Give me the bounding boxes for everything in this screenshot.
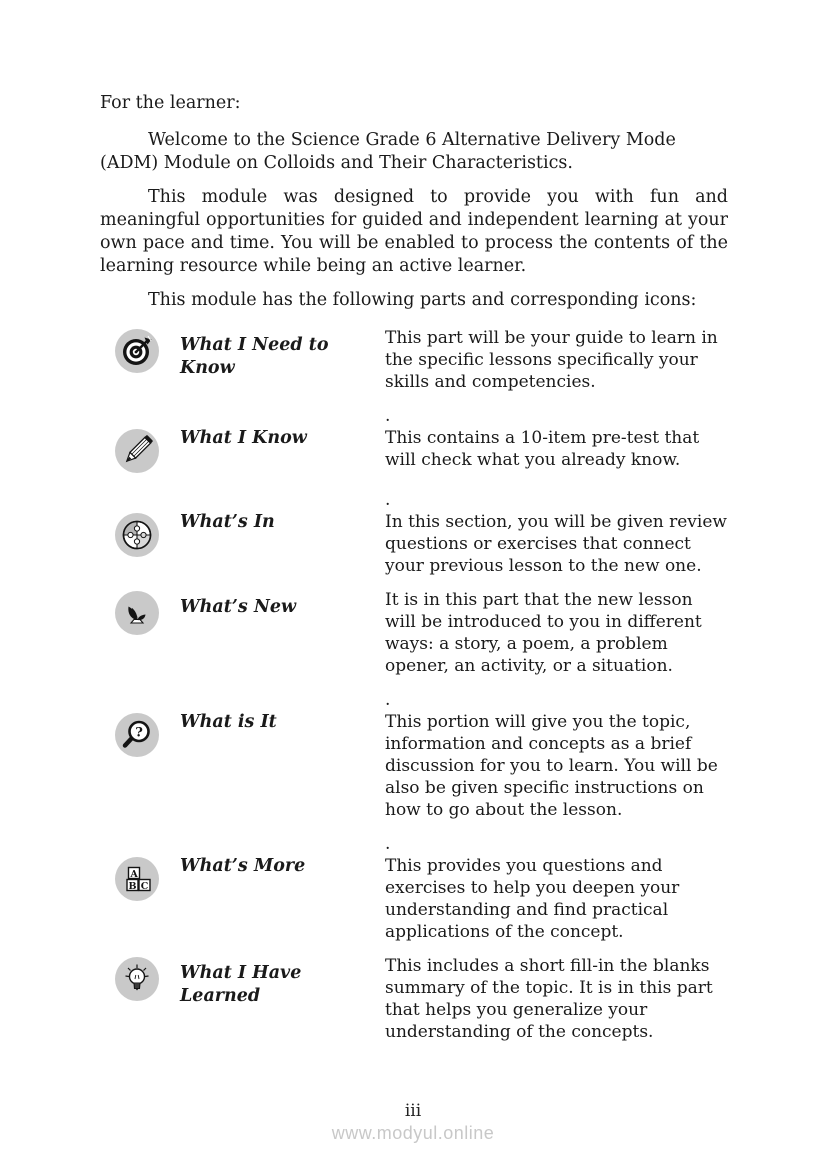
stray-dot: . [385, 490, 391, 510]
part-label: What’s New [180, 597, 297, 617]
part-row [100, 405, 728, 477]
part-label: What is It [180, 712, 277, 732]
plant-icon [115, 591, 159, 635]
watermark-text: www.modyul.online [331, 1123, 495, 1143]
part-row [100, 589, 728, 677]
stray-dot: . [385, 690, 391, 710]
part-row [100, 833, 728, 943]
svg-text:A: A [130, 868, 138, 880]
welcome-paragraph: Welcome to the Science Grade 6 Alternative Delivery Mode (ADM) Module on Colloids and Their Characteristics. [100, 130, 676, 173]
part-row [100, 955, 728, 1043]
part-row [100, 327, 728, 393]
part-label: What’s In [180, 512, 275, 532]
salutation: For the learner: [100, 93, 241, 113]
part-label: What I Have Learned [180, 963, 302, 1006]
target-icon [115, 329, 159, 373]
lightbulb-icon [115, 957, 159, 1001]
part-description: This part will be your guide to learn in the specific lessons specifically your skills and competencies. [385, 328, 718, 392]
stray-dot: . [385, 834, 391, 854]
magnifier-question-icon [115, 713, 159, 757]
part-description: This portion will give you the topic, information and concepts as a brief discussion for you to learn. You will be also be given specific instructions on how to go about the lesson. [385, 712, 718, 820]
page-number: iii [404, 1101, 422, 1121]
abc-blocks-icon [115, 857, 159, 901]
part-label: What’s More [180, 856, 306, 876]
part-description: This provides you questions and exercises to help you deepen your understanding and find practical applications of the concept. [385, 856, 680, 942]
pencil-icon [115, 429, 159, 473]
svg-text:C: C [140, 880, 149, 892]
part-label: What I Need to Know [180, 335, 329, 378]
part-description: In this section, you will be given review questions or exercises that connect your previous lesson to the new one. [385, 512, 727, 576]
part-description: It is in this part that the new lesson will be introduced to you in different ways: a story, a poem, a problem opener, an activity, or a situation. [385, 590, 702, 676]
part-description: This contains a 10-item pre-test that will check what you already know. [385, 428, 700, 470]
puzzle-icon [115, 513, 159, 557]
part-row [100, 489, 728, 577]
part-label: What I Know [180, 428, 307, 448]
module-description-paragraph: This module was designed to provide you with fun and meaningful opportunities for guided and independent learning at your own pace and time. You will be enabled to process the contents of the learning resource while being an active learner. [100, 187, 728, 276]
parts-list [100, 327, 728, 1043]
part-row [100, 689, 728, 821]
svg-text:?: ? [135, 725, 143, 741]
part-description: This includes a short fill-in the blanks summary of the topic. It is in this part that helps you generalize your understanding of the concepts. [385, 956, 713, 1042]
stray-dot: . [385, 406, 391, 426]
page-footer [0, 1101, 826, 1145]
parts-intro: This module has the following parts and corresponding icons: [148, 290, 697, 310]
svg-text:B: B [128, 880, 137, 892]
